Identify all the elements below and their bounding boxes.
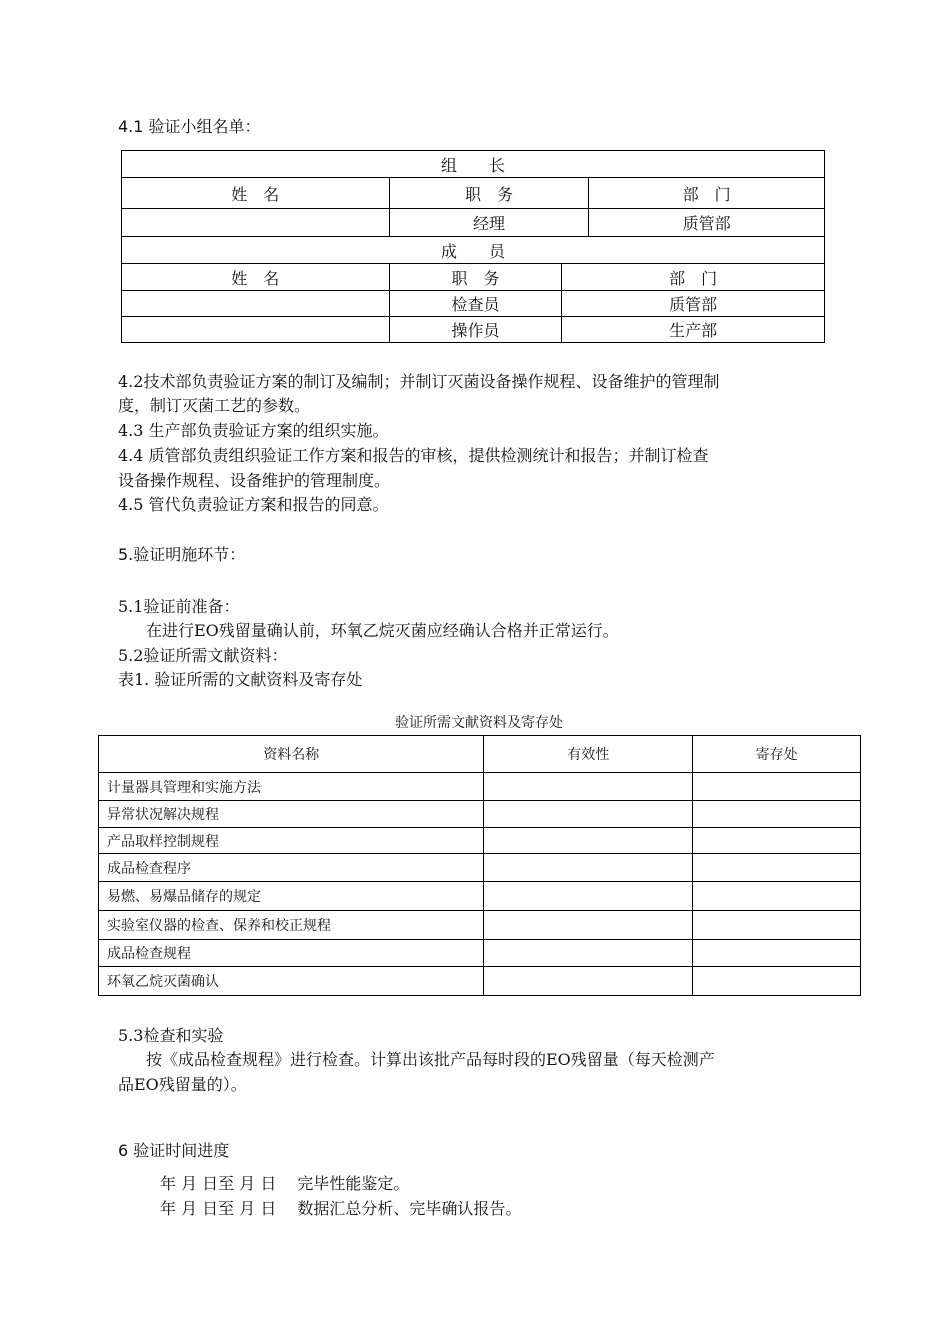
leader-col-dept: 部 门: [589, 178, 825, 209]
member-dept-cell: 生产部: [562, 317, 825, 343]
leader-col-title: 职 务: [389, 178, 589, 209]
para-4-4-line1: 4.4 质管部负责组织验证工作方案和报告的审核，提供检测统计和报告；并制订检查: [118, 446, 709, 465]
doc-name-cell: 环氧乙烷灭菌确认: [99, 967, 484, 996]
schedule-line-1: 年 月 日至 月 日 完毕性能鉴定。: [160, 1174, 410, 1193]
leader-name-cell: [122, 209, 390, 237]
table-row: [99, 967, 861, 996]
member-dept-cell: 质管部: [562, 291, 825, 317]
doc-storage-cell: [693, 967, 861, 996]
doc-name-cell: 成品检查规程: [99, 940, 484, 967]
doc-validity-cell: [484, 828, 693, 854]
doc-validity-cell: [484, 801, 693, 828]
table-row: [99, 854, 861, 882]
doc-validity-cell: [484, 911, 693, 940]
doc-name-cell: 计量器具管理和实施方法: [99, 773, 484, 801]
docs-table-title: 验证所需文献资料及寄存处: [395, 715, 563, 731]
docs-table: [98, 735, 861, 996]
para-4-5: 4.5 管代负责验证方案和报告的同意。: [118, 495, 389, 514]
para-5-1-body: 在进行EO残留量确认前，环氧乙烷灭菌应经确认合格并正常运行。: [146, 621, 619, 640]
table-row: [99, 940, 861, 967]
doc-validity-cell: [484, 854, 693, 882]
doc-storage-cell: [693, 773, 861, 801]
table-row: [99, 773, 861, 801]
doc-name-cell: 易燃、易爆品储存的规定: [99, 882, 484, 911]
member-col-dept: 部 门: [562, 264, 825, 291]
leader-dept-cell: 质管部: [589, 209, 825, 237]
para-4-2-line2: 度，制订灭菌工艺的参数。: [118, 396, 311, 415]
para-5-3-body-line1: 按《成品检查规程》进行检查。计算出该批产品每时段的EO残留量（每天检测产: [146, 1050, 715, 1069]
para-4-4-line2: 设备操作规程、设备维护的管理制度。: [118, 471, 391, 490]
member-title-cell: 操作员: [389, 317, 562, 343]
team-table: [121, 150, 825, 343]
doc-validity-cell: [484, 940, 693, 967]
table-1-caption: 表1. 验证所需的文献资料及寄存处: [118, 670, 363, 689]
para-4-3: 4.3 生产部负责验证方案的组织实施。: [118, 421, 389, 440]
member-col-name: 姓 名: [122, 264, 390, 291]
leader-title-cell: 经理: [389, 209, 589, 237]
docs-header-validity: 有效性: [484, 736, 693, 773]
member-name-cell: [122, 291, 390, 317]
member-name-cell: [122, 317, 390, 343]
para-5-3-title: 5.3检查和实验: [118, 1026, 224, 1045]
docs-header-storage: 寄存处: [693, 736, 861, 773]
doc-storage-cell: [693, 911, 861, 940]
doc-storage-cell: [693, 882, 861, 911]
table-row: [99, 882, 861, 911]
table-row: [99, 801, 861, 828]
doc-storage-cell: [693, 801, 861, 828]
table-row: [99, 911, 861, 940]
section-4-1-heading: 4.1 验证小组名单：: [118, 117, 261, 136]
doc-validity-cell: [484, 882, 693, 911]
doc-name-cell: 成品检查程序: [99, 854, 484, 882]
doc-storage-cell: [693, 828, 861, 854]
doc-storage-cell: [693, 940, 861, 967]
member-header: 成 员: [122, 237, 825, 264]
section-5-heading: 5.验证明施环节：: [118, 545, 246, 564]
doc-storage-cell: [693, 854, 861, 882]
doc-validity-cell: [484, 967, 693, 996]
section-6-heading: 6 验证时间进度: [118, 1141, 230, 1160]
docs-header-name: 资料名称: [99, 736, 484, 773]
member-col-title: 职 务: [389, 264, 562, 291]
para-5-2-title: 5.2验证所需文献资料：: [118, 646, 288, 665]
doc-name-cell: 异常状况解决规程: [99, 801, 484, 828]
para-5-3-body-line2: 品EO残留量的）。: [118, 1075, 247, 1094]
leader-col-name: 姓 名: [122, 178, 390, 209]
para-5-1-title: 5.1验证前准备：: [118, 597, 240, 616]
schedule-line-2: 年 月 日至 月 日 数据汇总分析、完毕确认报告。: [160, 1199, 522, 1218]
member-title-cell: 检查员: [389, 291, 562, 317]
doc-name-cell: 实验室仪器的检查、保养和校正规程: [99, 911, 484, 940]
doc-validity-cell: [484, 773, 693, 801]
leader-header: 组 长: [122, 151, 825, 178]
table-row: [99, 828, 861, 854]
para-4-2-line1: 4.2技术部负责验证方案的制订及编制；并制订灭菌设备操作规程、设备维护的管理制: [118, 372, 720, 391]
doc-name-cell: 产品取样控制规程: [99, 828, 484, 854]
